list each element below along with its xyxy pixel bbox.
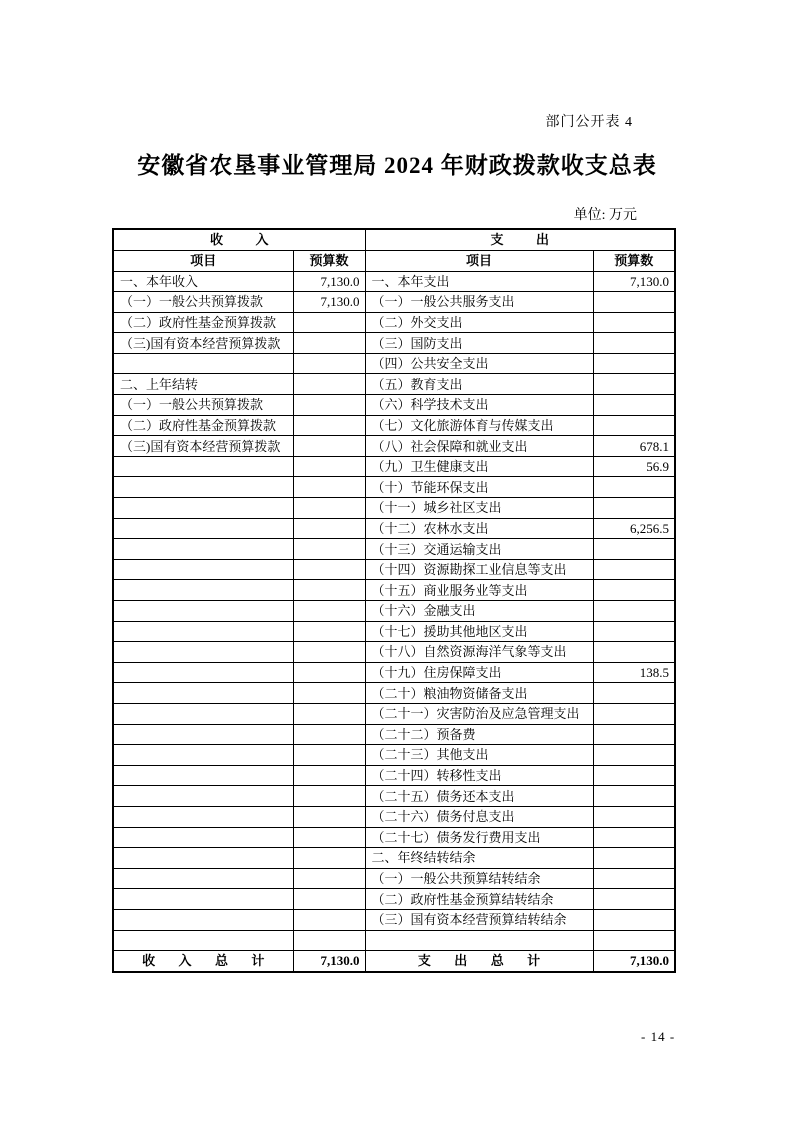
income-value-cell (293, 456, 365, 477)
income-value-cell (293, 806, 365, 827)
expense-item-cell: （五）教育支出 (365, 374, 593, 395)
income-item-cell (113, 601, 293, 622)
income-value-cell: 7,130.0 (293, 271, 365, 292)
income-section-header: 收入 (113, 229, 365, 250)
income-value-cell (293, 745, 365, 766)
expense-value-cell (593, 292, 675, 313)
income-value-cell (293, 580, 365, 601)
expense-value-cell (593, 539, 675, 560)
table-row (113, 765, 675, 786)
expense-value-cell (593, 683, 675, 704)
expense-value-cell (593, 498, 675, 519)
income-item-cell: （一）一般公共预算拨款 (113, 395, 293, 416)
expense-value-cell: 56.9 (593, 456, 675, 477)
expense-item-cell: （十四）资源勘探工业信息等支出 (365, 559, 593, 580)
expense-item-cell: （三）国有资本经营预算结转结余 (365, 909, 593, 930)
expense-item-cell: （二十六）债务付息支出 (365, 806, 593, 827)
income-item-cell (113, 703, 293, 724)
income-value-cell (293, 353, 365, 374)
expense-value-cell: 678.1 (593, 436, 675, 457)
expense-value-cell: 6,256.5 (593, 518, 675, 539)
expense-value-cell (593, 745, 675, 766)
income-item-cell (113, 456, 293, 477)
table-row (113, 868, 675, 889)
expense-value-cell (593, 909, 675, 930)
expense-item-cell: 二、年终结转结余 (365, 848, 593, 869)
income-item-cell (113, 930, 293, 951)
unit-label: 单位: 万元 (573, 208, 637, 223)
table-row (113, 312, 675, 333)
expense-budget-column-header: 预算数 (593, 250, 675, 271)
income-value-cell (293, 848, 365, 869)
expense-item-cell: （十二）农林水支出 (365, 518, 593, 539)
income-item-cell (113, 580, 293, 601)
income-value-cell (293, 765, 365, 786)
table-row (113, 518, 675, 539)
table-row (113, 333, 675, 354)
income-item-cell (113, 353, 293, 374)
expense-value-cell (593, 765, 675, 786)
income-item-cell (113, 683, 293, 704)
expense-item-cell: （二十四）转移性支出 (365, 765, 593, 786)
expense-item-cell: （一）一般公共服务支出 (365, 292, 593, 313)
income-value-cell (293, 642, 365, 663)
income-value-cell (293, 374, 365, 395)
table-row (113, 930, 675, 951)
expense-value-cell (593, 868, 675, 889)
income-value-cell (293, 930, 365, 951)
expense-value-cell (593, 848, 675, 869)
table-row (113, 827, 675, 848)
table-row (113, 395, 675, 416)
expense-item-cell: （一）一般公共预算结转结余 (365, 868, 593, 889)
expense-value-cell: 7,130.0 (593, 271, 675, 292)
income-value-cell (293, 662, 365, 683)
table-row (113, 415, 675, 436)
page-title: 安徽省农垦事业管理局 2024 年财政拨款收支总表 (137, 153, 657, 178)
income-item-cell (113, 806, 293, 827)
expense-total-label: 支出总计 (365, 951, 593, 972)
income-item-cell: （三)国有资本经营预算拨款 (113, 436, 293, 457)
column-header-row (113, 250, 675, 271)
expense-item-cell: 一、本年支出 (365, 271, 593, 292)
income-item-cell (113, 765, 293, 786)
table-row (113, 374, 675, 395)
income-value-cell (293, 539, 365, 560)
income-value-cell (293, 621, 365, 642)
expense-item-cell: （六）科学技术支出 (365, 395, 593, 416)
expense-item-column-header: 项目 (365, 250, 593, 271)
expense-value-cell (593, 806, 675, 827)
income-value-cell (293, 395, 365, 416)
income-value-cell (293, 786, 365, 807)
expense-item-cell: （二）政府性基金预算结转结余 (365, 889, 593, 910)
income-item-cell (113, 518, 293, 539)
income-item-cell: （二）政府性基金预算拨款 (113, 415, 293, 436)
section-header-row (113, 229, 675, 250)
income-item-cell (113, 909, 293, 930)
table-row (113, 292, 675, 313)
expense-item-cell: （二十）粮油物资储备支出 (365, 683, 593, 704)
income-item-cell: 二、上年结转 (113, 374, 293, 395)
income-item-cell: 一、本年收入 (113, 271, 293, 292)
page-number: - 14 - (641, 1029, 676, 1044)
expense-value-cell (593, 312, 675, 333)
expense-value-cell (593, 642, 675, 663)
table-row (113, 889, 675, 910)
table-row (113, 621, 675, 642)
income-item-cell (113, 868, 293, 889)
expense-item-cell: （三）国防支出 (365, 333, 593, 354)
table-row (113, 271, 675, 292)
expense-value-cell (593, 601, 675, 622)
table-row (113, 498, 675, 519)
expense-value-cell (593, 621, 675, 642)
doc-ref-label: 部门公开表 4 (545, 115, 633, 130)
expense-section-header: 支出 (365, 229, 675, 250)
expense-item-cell: （二十五）债务还本支出 (365, 786, 593, 807)
expense-total-value: 7,130.0 (593, 951, 675, 972)
expense-item-cell: （十六）金融支出 (365, 601, 593, 622)
income-item-cell (113, 559, 293, 580)
table-row (113, 642, 675, 663)
income-value-cell (293, 333, 365, 354)
expense-value-cell (593, 724, 675, 745)
expense-item-cell: （二十二）预备费 (365, 724, 593, 745)
expense-value-cell (593, 786, 675, 807)
income-value-cell (293, 415, 365, 436)
income-value-cell (293, 868, 365, 889)
expense-item-cell: （二十一）灾害防治及应急管理支出 (365, 703, 593, 724)
income-value-cell (293, 477, 365, 498)
table-row (113, 601, 675, 622)
income-item-cell (113, 889, 293, 910)
expense-value-cell (593, 827, 675, 848)
expense-value-cell (593, 889, 675, 910)
income-item-cell (113, 745, 293, 766)
income-value-cell (293, 703, 365, 724)
expense-item-cell: （十一）城乡社区支出 (365, 498, 593, 519)
income-value-cell (293, 889, 365, 910)
income-value-cell (293, 724, 365, 745)
expense-item-cell: （十五）商业服务业等支出 (365, 580, 593, 601)
table-row (113, 724, 675, 745)
table-row (113, 353, 675, 374)
table-row (113, 703, 675, 724)
expense-value-cell (593, 374, 675, 395)
expense-value-cell (593, 395, 675, 416)
table-row (113, 559, 675, 580)
table-row (113, 786, 675, 807)
income-value-cell (293, 518, 365, 539)
income-item-cell (113, 539, 293, 560)
expense-item-cell: （十三）交通运输支出 (365, 539, 593, 560)
total-row (113, 951, 675, 972)
income-value-cell (293, 909, 365, 930)
expense-value-cell (593, 703, 675, 724)
table-row (113, 745, 675, 766)
expense-item-cell: （十）节能环保支出 (365, 477, 593, 498)
income-item-cell (113, 621, 293, 642)
expense-item-cell: （十九）住房保障支出 (365, 662, 593, 683)
income-item-cell (113, 786, 293, 807)
expense-value-cell (593, 333, 675, 354)
table-body (113, 271, 675, 951)
expense-item-cell (365, 930, 593, 951)
income-budget-column-header: 预算数 (293, 250, 365, 271)
income-value-cell (293, 498, 365, 519)
income-item-cell: （一）一般公共预算拨款 (113, 292, 293, 313)
table-row (113, 662, 675, 683)
table-row (113, 806, 675, 827)
income-total-value: 7,130.0 (293, 951, 365, 972)
table-row (113, 477, 675, 498)
table-row (113, 580, 675, 601)
income-item-cell (113, 642, 293, 663)
income-value-cell (293, 601, 365, 622)
table-row (113, 909, 675, 930)
income-value-cell (293, 312, 365, 333)
table-row (113, 848, 675, 869)
expense-item-cell: （七）文化旅游体育与传媒支出 (365, 415, 593, 436)
expense-item-cell: （十七）援助其他地区支出 (365, 621, 593, 642)
income-item-cell (113, 827, 293, 848)
income-item-cell (113, 724, 293, 745)
table-row (113, 456, 675, 477)
income-value-cell (293, 559, 365, 580)
income-item-cell (113, 477, 293, 498)
table-row (113, 539, 675, 560)
expense-value-cell (593, 559, 675, 580)
income-item-cell (113, 498, 293, 519)
expense-item-cell: （十八）自然资源海洋气象等支出 (365, 642, 593, 663)
expense-item-cell: （二十三）其他支出 (365, 745, 593, 766)
expense-item-cell: （八）社会保障和就业支出 (365, 436, 593, 457)
table-row (113, 436, 675, 457)
income-item-cell: （三)国有资本经营预算拨款 (113, 333, 293, 354)
table-row (113, 683, 675, 704)
income-item-cell (113, 848, 293, 869)
expense-value-cell (593, 930, 675, 951)
expense-value-cell (593, 353, 675, 374)
budget-table (112, 228, 676, 973)
income-value-cell: 7,130.0 (293, 292, 365, 313)
expense-item-cell: （九）卫生健康支出 (365, 456, 593, 477)
expense-value-cell (593, 580, 675, 601)
income-item-cell: （二）政府性基金预算拨款 (113, 312, 293, 333)
expense-value-cell: 138.5 (593, 662, 675, 683)
income-value-cell (293, 827, 365, 848)
income-item-column-header: 项目 (113, 250, 293, 271)
expense-value-cell (593, 415, 675, 436)
income-value-cell (293, 683, 365, 704)
income-item-cell (113, 662, 293, 683)
expense-item-cell: （二）外交支出 (365, 312, 593, 333)
income-value-cell (293, 436, 365, 457)
income-total-label: 收入总计 (113, 951, 293, 972)
expense-value-cell (593, 477, 675, 498)
expense-item-cell: （四）公共安全支出 (365, 353, 593, 374)
expense-item-cell: （二十七）债务发行费用支出 (365, 827, 593, 848)
